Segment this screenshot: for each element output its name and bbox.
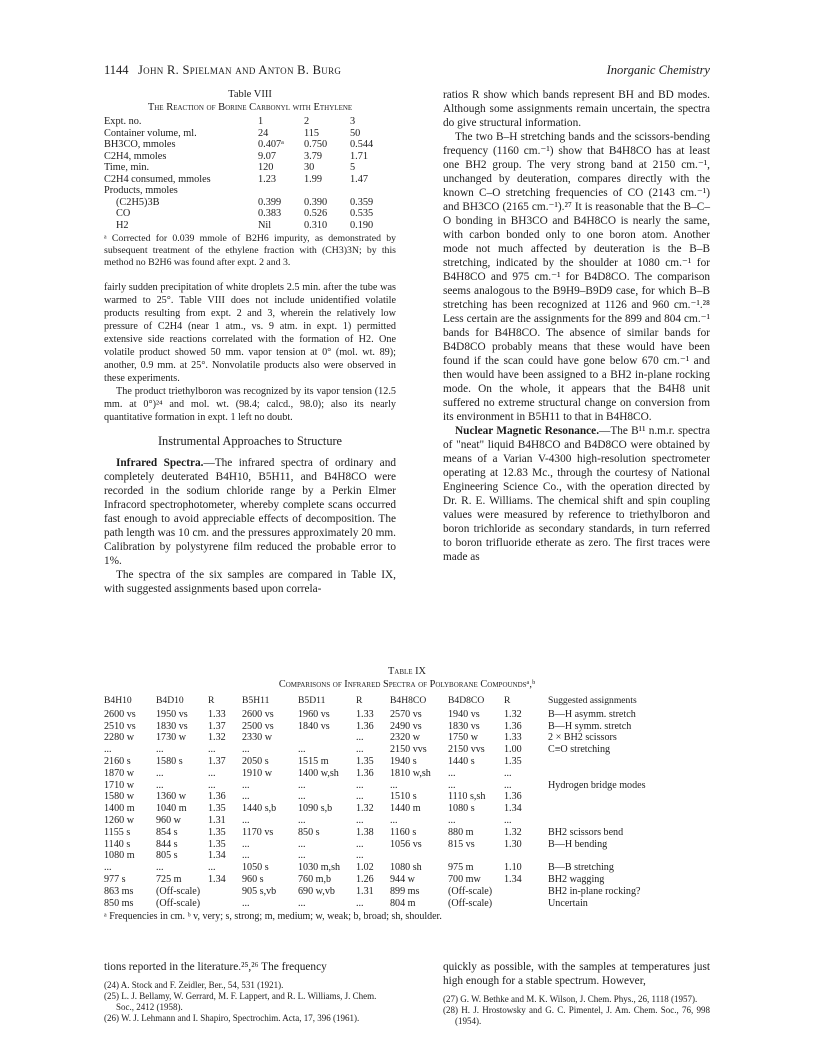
cell-value: 2160 s xyxy=(104,755,131,767)
cell-value: 1170 vs xyxy=(242,826,274,838)
table-row xyxy=(104,116,396,128)
paragraph: quickly as possible, with the samples at temperatures just high enough for a stable spectrum. However, xyxy=(443,961,710,987)
cell-value xyxy=(448,850,504,862)
cell-value: 1.26 xyxy=(356,873,374,885)
cell-value: 2600 vs xyxy=(242,708,274,720)
cell-value: ... xyxy=(298,814,306,826)
cell-value: 9.07 xyxy=(258,150,277,162)
table9-label: Table IX xyxy=(387,666,426,677)
cell-value: 854 s xyxy=(156,826,178,838)
table-row xyxy=(104,886,710,898)
row-label: Expt. no. xyxy=(104,116,142,127)
column-header: B4H8CO xyxy=(390,695,427,706)
cell-value: 2570 vs xyxy=(390,708,422,720)
cell-value xyxy=(504,850,538,862)
table9-footnote: ᵃ Frequencies in cm. ᵇ v, very; s, strong; m, medium; w, weak; b, broad; sh, shoulder. xyxy=(104,911,442,923)
reference: (26) W. J. Lehmann and I. Shapiro, Spectrochim. Acta, 17, 396 (1961). xyxy=(104,1013,360,1023)
cell-value xyxy=(538,768,710,780)
cell-value: ... xyxy=(504,814,512,826)
cell-value: 1.34 xyxy=(504,873,522,885)
cell-value: 1.33 xyxy=(356,708,374,720)
cell-value: 120 xyxy=(258,162,274,173)
cell-value xyxy=(258,185,304,197)
page-header xyxy=(104,63,710,81)
column-header: R xyxy=(208,695,215,706)
nmr-heading: Nuclear Magnetic Resonance. xyxy=(455,425,600,437)
cell-value: 2050 s xyxy=(242,755,269,767)
cell-value: 975 m xyxy=(448,862,474,874)
cell-value: 1.35 xyxy=(208,838,226,850)
cell-value: 2330 w xyxy=(242,732,273,744)
cell-value: 1050 s xyxy=(242,862,269,874)
cell-value: 1440 m xyxy=(390,803,421,815)
cell-value: 944 w xyxy=(390,873,415,885)
cell-value: 1440 s,b xyxy=(242,803,277,815)
cell-value: 1.34 xyxy=(208,873,226,885)
cell-value: 1260 w xyxy=(104,814,135,826)
cell-value: ... xyxy=(448,814,456,826)
table9 xyxy=(104,695,710,909)
table-row xyxy=(104,756,710,768)
row-label: BH3CO, mmoles xyxy=(104,139,176,150)
paragraph: The product triethylboron was recognized by its vapor tension (12.5 mm. at 0°)²⁴ and mol. wt. (98.4; calcd., 98.0); also its nearly quantitative formation in expt. 1 left no doubt. xyxy=(104,386,396,423)
column-header: B5D11 xyxy=(298,695,326,706)
table-row xyxy=(104,780,710,792)
cell-value: 0.407ᵃ xyxy=(258,139,284,150)
column-header: R xyxy=(504,695,511,706)
table-row xyxy=(104,185,396,197)
table-row xyxy=(104,220,396,232)
cell-value: ... xyxy=(104,744,112,756)
cell-value: 1160 s xyxy=(390,826,417,838)
cell-value: 1.33 xyxy=(504,732,522,744)
cell-value: 1.36 xyxy=(356,767,374,779)
table-row xyxy=(104,839,710,851)
cell-value xyxy=(504,886,538,898)
cell-value: 1.31 xyxy=(356,885,374,897)
cell-value: ... xyxy=(242,850,250,862)
cell-value: 1810 w,sh xyxy=(390,767,431,779)
bottom-right xyxy=(443,960,710,1027)
cell-value: 24 xyxy=(258,127,269,139)
cell-value: 1.36 xyxy=(208,791,226,803)
cell-value: 1960 vs xyxy=(298,708,330,720)
table-row xyxy=(104,208,396,220)
table-row xyxy=(104,732,710,744)
cell-value: 1030 m,sh xyxy=(298,862,341,874)
cell-value: 805 s xyxy=(156,850,178,862)
cell-value: ... xyxy=(298,744,306,756)
cell-value: Uncertain xyxy=(548,897,588,909)
table-row xyxy=(104,197,396,209)
reference: (28) H. J. Hrostowsky and G. C. Pimentel, J. Am. Chem. Soc., 76, 998 (1954). xyxy=(443,1005,710,1026)
cell-value: 1.36 xyxy=(504,791,522,803)
cell-value: 1750 w xyxy=(448,732,479,744)
cell-value: 1090 s,b xyxy=(298,803,333,815)
ir-heading: Infrared Spectra. xyxy=(116,457,204,469)
cell-value: 1870 w xyxy=(104,767,135,779)
cell-value: 1.02 xyxy=(356,862,374,874)
cell-value: ... xyxy=(208,767,216,779)
cell-value: 960 s xyxy=(242,873,264,885)
cell-value: 1.32 xyxy=(504,708,522,720)
cell-value: ... xyxy=(356,744,364,756)
cell-value: 960 w xyxy=(156,814,181,826)
column-header: B5H11 xyxy=(242,695,270,706)
cell-value: ... xyxy=(242,791,250,803)
cell-value: B—H symm. stretch xyxy=(548,720,632,732)
paragraph: tions reported in the literature.²⁵,²⁶ The frequency xyxy=(104,961,327,973)
cell-value xyxy=(208,898,242,910)
cell-value: 1.35 xyxy=(208,803,226,815)
cell-value: ... xyxy=(356,779,364,791)
cell-value: ... xyxy=(356,732,364,744)
cell-value: ... xyxy=(298,779,306,791)
cell-value: 0.383 xyxy=(258,208,282,219)
cell-value xyxy=(538,791,710,803)
cell-value xyxy=(538,850,710,862)
cell-value: 844 s xyxy=(156,838,178,850)
cell-value: 1.71 xyxy=(350,150,369,162)
cell-value: ... xyxy=(356,850,364,862)
cell-value: ... xyxy=(298,838,306,850)
cell-value: ... xyxy=(156,862,164,874)
cell-value: 3.79 xyxy=(304,150,323,162)
cell-value: 1.10 xyxy=(504,862,522,874)
cell-value: 2320 w xyxy=(390,732,421,744)
column-header: Suggested assignments xyxy=(548,695,637,706)
column-header: R xyxy=(356,695,363,706)
paragraph: The two B–H stretching bands and the scissors-bending frequency (1160 cm.⁻¹) show that B4H8CO has at least one BH2 group. The very strong band at 2150 cm.⁻¹, unchanged by deuteration, compares directly with the known C–O stretching frequencies of CO (2143 cm.⁻¹) and BH3CO (2165 cm.⁻¹).²⁷ It is reasonable that the B–C–O bonding in BH3CO and B4H8CO is nearly the same, with carbon bonded only to one boron atom. Another mode not much affected by deuteration is the B–B stretching, indicated by the shoulder at 1080 cm.⁻¹ for B4H8CO and 975 cm.⁻¹ for B4D8CO. The comparison seems analogous to the B9H9–B9D9 case, for which B–B stretching has been recognized at 1126 and 960 cm.⁻¹.²⁸ Less certain are the assignments for the 899 and 804 cm.⁻¹ bands for B4H8CO. The absence of similar bands for B4D8CO probably means that these would have been found if the scan could have gone below 670 cm.⁻¹ and then would have been assigned to a BH2 in-plane rocking mode. On the whole, it appears that the B4H8 unit suffered no extreme structural change on conversion from its environment in B5H11 to that in B4H8CO. xyxy=(443,131,710,423)
paragraph-nmr xyxy=(443,424,710,564)
cell-value: 30 xyxy=(304,162,315,173)
cell-value: 5 xyxy=(350,162,356,173)
cell-value: 1080 s xyxy=(448,803,475,815)
cell-value: ... xyxy=(242,897,250,909)
cell-value: 1515 m xyxy=(298,755,329,767)
column-header: B4D8CO xyxy=(448,695,485,706)
cell-value xyxy=(538,815,710,827)
cell-value: 690 w,vb xyxy=(298,885,335,897)
cell-value: 1110 s,sh xyxy=(448,791,486,803)
cell-value: 2500 vs xyxy=(242,720,274,732)
cell-value: ... xyxy=(298,850,306,862)
cell-value: ... xyxy=(298,791,306,803)
cell-value: 1.34 xyxy=(208,850,226,862)
cell-value: 1.38 xyxy=(356,826,374,838)
cell-value: 1360 w xyxy=(156,791,187,803)
column-header: B4H10 xyxy=(104,695,132,706)
cell-value: (Off-scale) xyxy=(448,897,493,909)
cell-value: 2510 vs xyxy=(104,720,136,732)
cell-value: Hydrogen bridge modes xyxy=(548,779,646,791)
cell-value: 725 m xyxy=(156,873,182,885)
cell-value: B—H asymm. stretch xyxy=(548,708,636,720)
cell-value: 1.32 xyxy=(356,803,374,815)
cell-value: 1830 vs xyxy=(156,720,188,732)
cell-value: 815 vs xyxy=(448,838,475,850)
cell-value: ... xyxy=(356,838,364,850)
cell-value: (Off-scale) xyxy=(156,885,201,897)
table-row xyxy=(104,803,710,815)
cell-value xyxy=(538,803,710,815)
cell-value: ... xyxy=(208,744,216,756)
table9-caption xyxy=(104,665,710,691)
cell-value: 3 xyxy=(350,116,356,127)
cell-value: 0.390 xyxy=(304,196,328,208)
row-label: C2H4, mmoles xyxy=(104,150,167,162)
cell-value xyxy=(208,886,242,898)
cell-value xyxy=(390,850,448,862)
cell-value: ... xyxy=(156,744,164,756)
cell-value: 700 mw xyxy=(448,873,481,885)
cell-value: ... xyxy=(298,897,306,909)
cell-value: ... xyxy=(356,814,364,826)
cell-value: 0.310 xyxy=(304,219,328,231)
cell-value: 0.359 xyxy=(350,196,374,208)
cell-value: ... xyxy=(242,814,250,826)
reference: (27) G. W. Bethke and M. K. Wilson, J. Chem. Phys., 26, 1118 (1957). xyxy=(443,994,698,1004)
table-row xyxy=(104,128,396,140)
cell-value: 1940 s xyxy=(390,755,417,767)
cell-value: 1440 s xyxy=(448,755,475,767)
cell-value: 2 × BH2 scissors xyxy=(548,732,617,744)
row-label: Products, mmoles xyxy=(104,185,178,196)
cell-value: 1.35 xyxy=(208,826,226,838)
cell-value: 1.37 xyxy=(208,755,226,767)
section-heading: Instrumental Approaches to Structure xyxy=(157,434,343,448)
cell-value: ... xyxy=(156,767,164,779)
cell-value: 804 m xyxy=(390,897,416,909)
cell-value: 1.99 xyxy=(304,173,323,185)
table-row xyxy=(104,139,396,151)
table-row xyxy=(104,744,710,756)
paragraph-ir xyxy=(104,456,396,568)
references-left xyxy=(104,980,396,1024)
reference: (25) L. J. Bellamy, W. Gerrard, M. F. Lappert, and R. L. Williams, J. Chem. Soc., 2412 (1958). xyxy=(104,991,377,1012)
cell-value: 1910 w xyxy=(242,767,273,779)
cell-value: 0.399 xyxy=(258,196,282,208)
cell-value: 1730 w xyxy=(156,732,187,744)
cell-value: 1840 vs xyxy=(298,720,330,732)
cell-value: ... xyxy=(448,767,456,779)
cell-value: 1.23 xyxy=(258,173,277,185)
cell-value: 50 xyxy=(350,127,361,139)
cell-value: 2150 vvs xyxy=(448,744,485,756)
table-row xyxy=(104,874,710,886)
cell-value: B—H bending xyxy=(548,838,608,850)
cell-value: Nil xyxy=(258,219,272,231)
cell-value: 1.33 xyxy=(208,708,226,720)
cell-value: ... xyxy=(242,838,250,850)
cell-value: ... xyxy=(208,779,216,791)
right-column xyxy=(443,88,710,564)
cell-value: BH2 wagging xyxy=(548,873,605,885)
table-row xyxy=(104,791,710,803)
cell-value: 0.535 xyxy=(350,208,374,219)
cell-value: 1580 w xyxy=(104,791,135,803)
journal-name: Inorganic Chemistry xyxy=(606,63,710,77)
cell-value: ... xyxy=(390,779,398,791)
cell-value: 1040 m xyxy=(156,803,187,815)
row-label: H2 xyxy=(116,219,129,231)
cell-value: 0.544 xyxy=(350,139,374,150)
bottom-left xyxy=(104,960,396,1024)
cell-value: (Off-scale) xyxy=(448,885,493,897)
ir-text: —The infrared spectra of ordinary and completely deuterated B4H10, B5H11, and B4H8CO were recorded in the sodium chloride range by a Perkin Elmer Infracord spectrophotometer, whereby complete scans occurred fast enough to avoid appreciable effects of decomposition. The path length was 10 cm. and the pressures approximately 20 mm. Calibration by polystyrene film reduced the probable error to 1%. xyxy=(104,457,396,567)
table-row xyxy=(104,827,710,839)
cell-value: ... xyxy=(104,862,112,874)
cell-value: 863 ms xyxy=(104,885,134,897)
table-row xyxy=(104,898,710,910)
row-label: (C2H5)3B xyxy=(116,196,160,208)
cell-value xyxy=(504,898,538,910)
cell-value: 1 xyxy=(258,116,264,127)
cell-value: 1.31 xyxy=(208,814,226,826)
cell-value: ... xyxy=(356,897,364,909)
table-row xyxy=(104,151,396,163)
table-row xyxy=(104,174,396,186)
table-row xyxy=(104,850,710,862)
cell-value: ... xyxy=(504,767,512,779)
cell-value: 880 m xyxy=(448,826,474,838)
cell-value: ... xyxy=(242,779,250,791)
column-header: B4D10 xyxy=(156,695,184,706)
cell-value: (Off-scale) xyxy=(156,897,201,909)
cell-value: 1080 m xyxy=(104,850,135,862)
cell-value: ... xyxy=(448,779,456,791)
row-label: C2H4 consumed, mmoles xyxy=(104,173,211,185)
running-authors: John R. Spielman and Anton B. Burg xyxy=(138,63,342,77)
row-label: Container volume, ml. xyxy=(104,127,197,139)
cell-value xyxy=(298,732,356,744)
cell-value: C≡O stretching xyxy=(548,744,611,756)
cell-value: BH2 scissors bend xyxy=(548,826,624,838)
table-row xyxy=(104,162,396,174)
cell-value: 1400 m xyxy=(104,803,135,815)
references-right xyxy=(443,994,710,1027)
cell-value: ... xyxy=(156,779,164,791)
cell-value: 1400 w,sh xyxy=(298,767,339,779)
cell-value: 1.35 xyxy=(504,755,522,767)
cell-value xyxy=(538,756,710,768)
cell-value: 1.00 xyxy=(504,744,522,756)
cell-value: 2150 vvs xyxy=(390,744,427,756)
cell-value: 1580 s xyxy=(156,755,183,767)
paragraph: The spectra of the six samples are compared in Table IX, with suggested assignments based upon correla- xyxy=(104,569,396,595)
cell-value: B—B stretching xyxy=(548,862,614,874)
cell-value xyxy=(350,185,396,197)
nmr-text: —The B¹¹ n.m.r. spectra of "neat" liquid B4H8CO and B4D8CO were obtained by means of a Varian V-4300 high-resolution spectrometer operating at 12.83 Mc., through the courtesy of National Engineering Science Co., with the operation directed by Dr. R. E. Williams. The chemical shift and spin coupling values were measured by reference to triethylboron and boron trichloride as secondary standards, in turn referred to boron trifluoride etherate as zero. The first traces were made as xyxy=(443,425,710,563)
table8-footnote: ᵃ Corrected for 0.039 mmole of B2H6 impurity, as demonstrated by subsequent treatment of the ethylene fraction with (CH3)3N; by this method no B2H6 was found after expt. 2 and 3. xyxy=(104,233,396,268)
table9-block xyxy=(104,665,710,922)
paragraph: fairly sudden precipitation of white droplets 2.5 min. after the tube was warmed to 25°. Table VIII does not include unidentified volatile products resulting from expt. 2 and 3, wherein the relatively low pressure of C2H4 (near 1 atm., vs. 9 atm. in expt. 1) permitted extensive side reactions correlated with the formation of H2. One volatile product showed 50 mm. vapor tension at 0° (mol. wt. 89); another, 0.9 mm. at 25°. Nonvolatile products also were observed in these experiments. xyxy=(104,282,396,384)
cell-value: 1.47 xyxy=(350,173,369,185)
cell-value: 2600 vs xyxy=(104,708,136,720)
cell-value: 1140 s xyxy=(104,838,131,850)
cell-value: ... xyxy=(504,779,512,791)
cell-value: 899 ms xyxy=(390,885,420,897)
cell-value: BH2 in-plane rocking? xyxy=(548,885,641,897)
cell-value: 1.37 xyxy=(208,720,226,732)
cell-value: 0.190 xyxy=(350,219,374,231)
cell-value: 905 s,vb xyxy=(242,885,277,897)
cell-value: 0.750 xyxy=(304,139,328,150)
cell-value: 1950 vs xyxy=(156,708,188,720)
table-row xyxy=(104,709,710,721)
cell-value: 1.30 xyxy=(504,838,522,850)
cell-value: 1.32 xyxy=(504,826,522,838)
cell-value: 1.32 xyxy=(208,732,226,744)
table-row xyxy=(104,721,710,733)
cell-value: 2490 vs xyxy=(390,720,422,732)
reference: (24) A. Stock and F. Zeidler, Ber., 54, 531 (1921). xyxy=(104,980,284,990)
cell-value: 1.36 xyxy=(356,720,374,732)
cell-value: 1.36 xyxy=(504,720,522,732)
cell-value: ... xyxy=(356,791,364,803)
cell-value: ... xyxy=(390,814,398,826)
page-number: 1144 xyxy=(104,63,129,77)
cell-value: 1.34 xyxy=(504,803,522,815)
table9-title: Comparisons of Infrared Spectra of Polyborane Compoundsᵃ,ᵇ xyxy=(278,679,536,690)
cell-value: 850 ms xyxy=(104,897,134,909)
cell-value: 1056 vs xyxy=(390,838,422,850)
row-label: Time, min. xyxy=(104,162,150,173)
row-label: CO xyxy=(116,208,131,219)
cell-value: 2 xyxy=(304,116,310,127)
cell-value: 1830 vs xyxy=(448,720,480,732)
cell-value: ... xyxy=(242,744,250,756)
cell-value: 1940 vs xyxy=(448,708,480,720)
table8-title: The Reaction of Borine Carbonyl with Ethylene xyxy=(147,102,353,113)
paragraph: ratios R show which bands represent BH and BD modes. Although some assignments remain uncertain, the spectra do give structural information. xyxy=(443,89,710,129)
cell-value: 1710 w xyxy=(104,779,135,791)
cell-value: ... xyxy=(208,862,216,874)
cell-value: 2280 w xyxy=(104,732,135,744)
table8-label: Table VIII xyxy=(228,89,272,100)
cell-value: 1080 sh xyxy=(390,862,422,874)
cell-value: 977 s xyxy=(104,873,126,885)
cell-value: 850 s xyxy=(298,826,320,838)
cell-value: 760 m,b xyxy=(298,873,332,885)
cell-value: 115 xyxy=(304,127,320,139)
table8-caption xyxy=(104,88,396,114)
cell-value: 0.526 xyxy=(304,208,328,219)
table-row xyxy=(104,862,710,874)
table8 xyxy=(104,116,396,231)
left-column xyxy=(104,88,396,596)
cell-value xyxy=(304,185,350,197)
table-row xyxy=(104,768,710,780)
cell-value: 1155 s xyxy=(104,826,131,838)
cell-value: 1.35 xyxy=(356,755,374,767)
table-row xyxy=(104,815,710,827)
cell-value: 1510 s xyxy=(390,791,417,803)
